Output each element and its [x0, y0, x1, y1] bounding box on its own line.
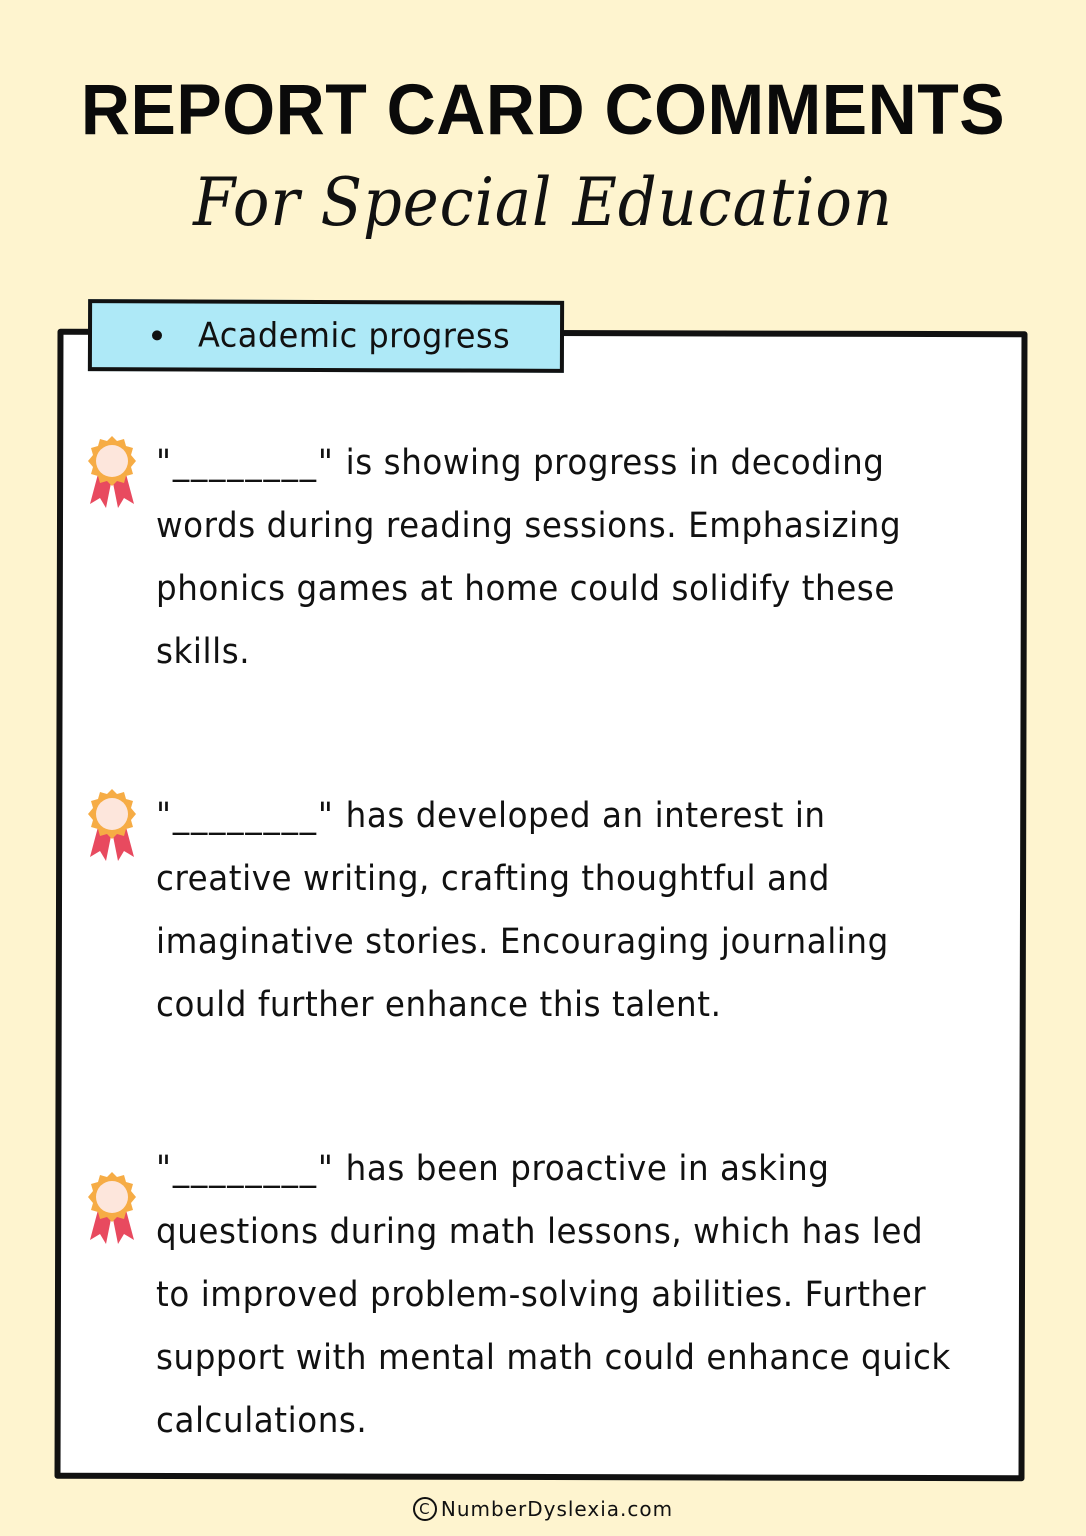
- award-ribbon-icon: [84, 1170, 140, 1246]
- award-ribbon-icon: [84, 434, 140, 510]
- comment-item: [84, 432, 1024, 684]
- section-tab-academic-progress: [88, 299, 564, 373]
- bullet-icon: [152, 330, 162, 340]
- student-name-blank: "________": [156, 796, 335, 836]
- award-ribbon-icon: [84, 787, 140, 863]
- copyright-icon: C: [413, 1497, 437, 1521]
- site-name: NumberDyslexia.com: [440, 1497, 674, 1521]
- page-subtitle: For Special Education: [193, 164, 893, 241]
- comment-text: "________" is showing progress in decoding words during reading sessions. Emphasizing phonics games at home could solidify these skills.: [156, 443, 902, 672]
- comment-text: "________" has developed an interest in creative writing, crafting thoughtful and imaginative stories. Encouraging journaling could further enhance this talent.: [156, 796, 889, 1025]
- comment-item: [84, 1138, 1024, 1453]
- footer-credit: [0, 1497, 1086, 1521]
- section-label: Academic progress: [197, 315, 511, 357]
- student-name-blank: "________": [156, 443, 335, 483]
- comment-text: "________" has been proactive in asking questions during math lessons, which has led to improved problem-solving abilities. Further support with mental math could enhance quick calculations.: [156, 1149, 951, 1441]
- page-title: REPORT CARD COMMENTS: [80, 70, 1006, 150]
- comment-item: [84, 785, 1024, 1037]
- student-name-blank: "________": [156, 1149, 335, 1189]
